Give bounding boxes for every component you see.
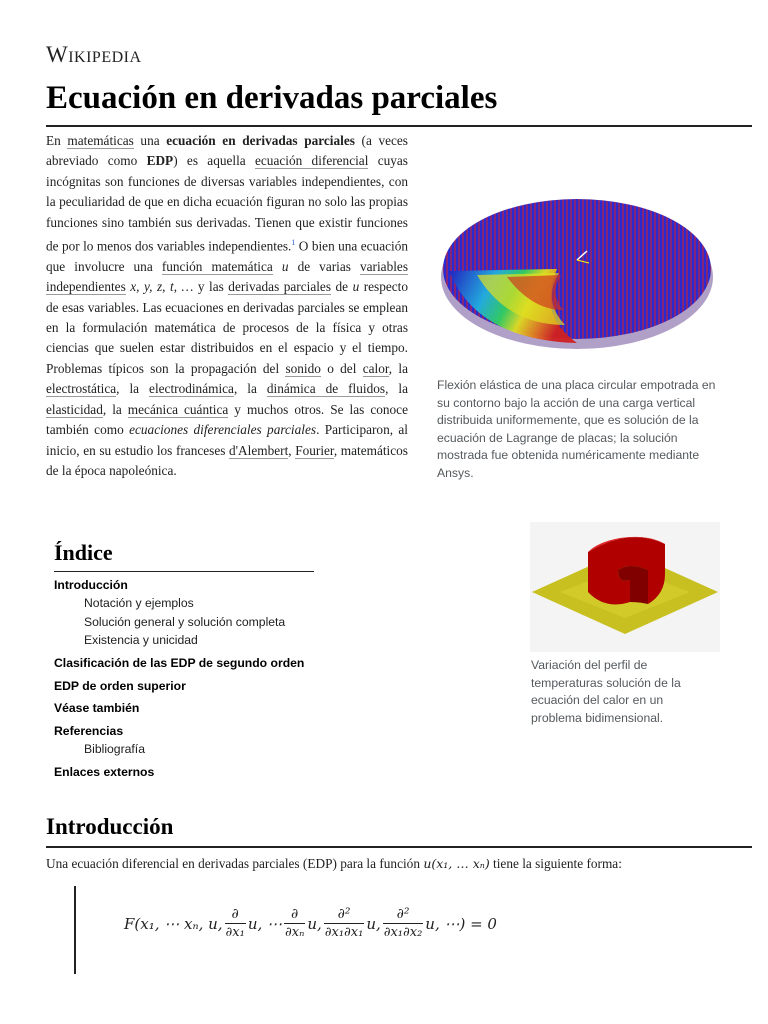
toc-item-enlaces[interactable]: Enlaces externos [54,764,155,779]
toc-item-solucion[interactable]: Solución general y solución completa [84,614,286,629]
toc-item-introduccion[interactable]: Introducción [54,578,128,592]
intro-text: y muchos otros. Se las conoce también como [46,401,408,438]
link-dinamica-de-fluidos[interactable]: dinámica de fluidos [266,381,386,397]
link-fourier[interactable]: Fourier [295,442,334,458]
link-mecanica-cuantica[interactable]: mecánica cuántica [127,401,229,417]
fraction [324,906,365,941]
toc-item-bibliografia[interactable]: Bibliografía [84,741,145,756]
section-text: tiene la siguiente forma: [489,856,622,871]
link-derivadas-parciales[interactable]: derivadas parciales [228,279,331,295]
formula-indent-bar [74,886,76,974]
circular-plate-image[interactable] [437,165,717,365]
link-ecuacion-diferencial[interactable]: ecuación diferencial [255,153,369,169]
intro-text: , la [102,401,128,417]
intro-text: y las [193,279,229,295]
toc-item-vease-tambien[interactable]: Véase también [54,701,140,716]
math-variables: x, y, z, t, … [130,279,194,295]
intro-text: . Participaron, al inicio, en su estudio los franceses [46,422,408,458]
section-title-introduccion: Introducción [46,814,174,839]
link-funcion-matematica[interactable]: función matemática [161,258,273,274]
fraction-denominator: ∂x₁∂x₁ [324,925,364,940]
link-matematicas[interactable]: matemáticas [67,133,134,148]
fraction [284,906,305,941]
toc-item-existencia[interactable]: Existencia y unicidad [84,633,198,647]
section-divider [46,846,752,848]
heat-profile-image[interactable] [530,522,720,652]
toc-item-orden-superior[interactable]: EDP de orden superior [54,678,186,693]
intro-text: una [133,133,167,148]
link-elasticidad[interactable]: elasticidad [46,401,103,417]
intro-text: de varias [288,258,360,274]
figure2-caption: Variación del perfil de temperaturas solución de la ecuación del calor en un problema bidimensional. [531,658,681,725]
intro-text: O bien una ecuación que involucre una [46,238,408,274]
fraction-denominator: ∂xₙ [285,925,305,940]
term-abbr: EDP [146,153,174,169]
intro-text: (a veces abreviado como [46,133,408,169]
formula-part: u, ⋯ [247,914,283,933]
pde-general-formula [124,906,497,941]
section-paragraph [46,854,622,874]
intro-text: , la [116,381,150,397]
fraction-numerator: ∂² [337,906,351,922]
formula-part: u, [366,914,381,933]
link-electrodinamica[interactable]: electrodinámica [149,381,234,397]
intro-text: , la [385,381,408,397]
logo-text: Wikipedia [46,42,142,67]
intro-text: o del [320,360,363,376]
toc-title: Índice [54,540,113,565]
reference-1[interactable]: 1 [291,238,296,248]
toc-item-clasificacion[interactable]: Clasificación de las EDP de segundo orden [54,656,305,671]
fraction-numerator: ∂² [396,906,410,922]
link-calor[interactable]: calor [362,360,389,376]
formula-part: u, [307,914,322,933]
wikipedia-logo[interactable] [46,42,142,68]
fraction [225,906,246,941]
intro-text: En [46,133,68,148]
link-dalembert[interactable]: d'Alembert [229,442,289,458]
math-function: u(x₁, … xₙ) [423,856,490,871]
fraction [383,906,424,941]
intro-paragraph [46,131,408,481]
link-electrostatica[interactable]: electrostática [46,381,117,397]
toc-divider [54,571,314,572]
intro-text: , la [388,360,408,376]
intro-text: , la [233,381,267,397]
math-u: u [352,279,360,295]
intro-text: cuyas incógnitas son funciones de diversas variables independientes, con la peculiaridad de que en dicha ecuación figuran no solo las propias funciones sino también sus derivadas. Tienen que existir funciones de por lo menos dos variables independientes. [46,153,408,254]
math-u: u [281,258,289,274]
intro-text: , matemáticos de la época napoleónica. [46,442,408,478]
link-sonido[interactable]: sonido [285,360,321,376]
fraction-denominator: ∂x₁∂x₂ [383,925,423,940]
intro-text: , [288,442,296,458]
fraction-denominator: ∂x₁ [225,925,245,940]
fraction-numerator: ∂ [291,906,299,922]
fraction-numerator: ∂ [231,906,239,922]
formula-part: u, ⋯) = 0 [425,914,497,933]
formula-part: F(x₁, ⋯ xₙ, u, [124,914,223,933]
intro-text: respecto de esas variables. Las ecuaciones en derivadas parciales se emplean en la formulación matemática de procesos de la física y otras ciencias que suelen estar distribuidos en el espacio y el tiempo. Problemas típicos son la propagación del [46,279,409,376]
page-title: Ecuación en derivadas parciales [46,80,498,116]
toc-item-notacion[interactable]: Notación y ejemplos [84,596,194,610]
figure1-caption: Flexión elástica de una placa circular empotrada en su contorno bajo la acción de una carga vertical distribuida uniformemente, que es solución de la ecuación de Lagrange de placas; la solución mostrada fue obtenida numéricamente mediante Ansys. [437,378,716,480]
title-divider [46,125,752,127]
section-text: Una ecuación diferencial en derivadas parciales (EDP) para la función [46,856,424,871]
term-bold: ecuación en derivadas parciales [166,133,355,148]
table-of-contents [54,576,354,781]
intro-text: ) es aquella [173,153,255,169]
link-variables-independientes[interactable]: variables independientes [46,258,408,295]
intro-text: de [331,279,353,295]
term-italic: ecuaciones diferenciales parciales [129,422,317,438]
toc-item-referencias[interactable]: Referencias [54,723,124,738]
